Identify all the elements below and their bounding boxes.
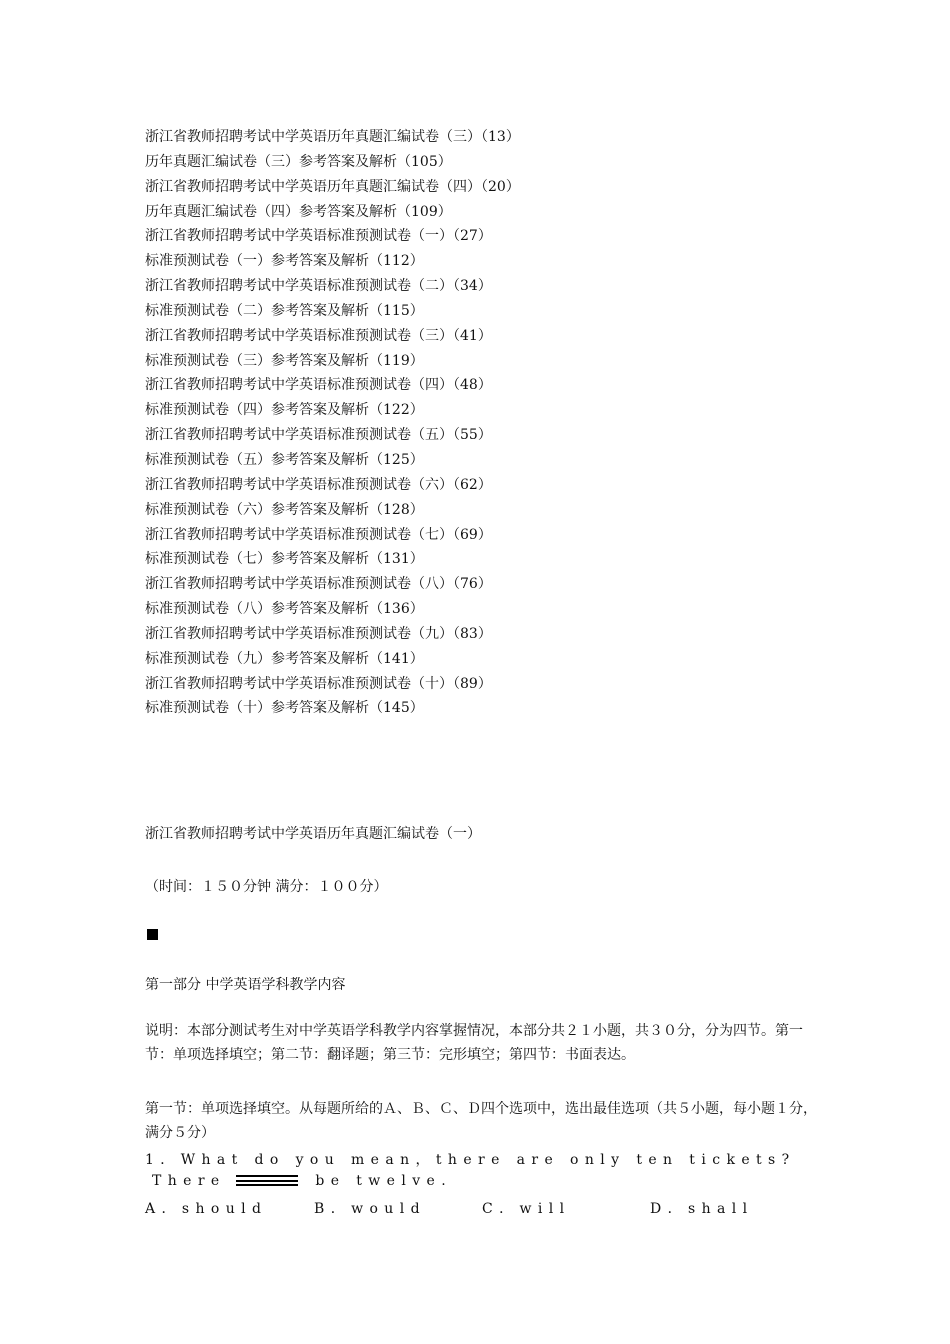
part-title: 第一部分 中学英语学科教学内容 (145, 977, 346, 993)
option-b: B．would (314, 1201, 426, 1217)
toc-entry: 浙江省教师招聘考试中学英语标准预测试卷（一）（27） (145, 228, 492, 245)
question-1-stem: 1．What do you mean，there are only ten tickets? (145, 1152, 796, 1168)
option-a: A．should (145, 1201, 268, 1217)
table-of-contents (145, 125, 520, 721)
instructions-paragraph: 说明：本部分测试考生对中学英语学科教学内容掌握情况，本部分共２１小题，共３０分，分为四节。第一节：单项选择填空；第二节：翻译题；第三节：完形填空；第四节：书面表达。 (145, 1023, 803, 1063)
exam-title: 浙江省教师招聘考试中学英语历年真题汇编试卷（一） (145, 826, 481, 842)
question-1-line-2 (152, 1173, 452, 1189)
toc-entry: 浙江省教师招聘考试中学英语标准预测试卷（九）（83） (145, 625, 492, 642)
toc-entry: 浙江省教师招聘考试中学英语标准预测试卷（七）（69） (145, 526, 492, 543)
toc-entry: 标准预测试卷（二）参考答案及解析（115） (145, 302, 424, 319)
section-heading: 第一节：单项选择填空。从每题所给的Ａ、Ｂ、Ｃ、Ｄ四个选项中，选出最佳选项（共５小题，每小题１分，满分５分） (145, 1101, 817, 1141)
black-square-icon (147, 929, 158, 940)
toc-entry: 浙江省教师招聘考试中学英语标准预测试卷（二）（34） (145, 278, 492, 295)
toc-entry: 标准预测试卷（三）参考答案及解析（119） (145, 352, 424, 369)
toc-entry: 标准预测试卷（十）参考答案及解析（145） (145, 700, 424, 717)
toc-entry: 历年真题汇编试卷（三）参考答案及解析（105） (145, 153, 452, 170)
toc-entry: 浙江省教师招聘考试中学英语历年真题汇编试卷（三）（13） (145, 129, 520, 145)
toc-entry: 浙江省教师招聘考试中学英语标准预测试卷（八）（76） (145, 576, 492, 593)
option-c: C．will (482, 1201, 571, 1217)
toc-entry: 标准预测试卷（七）参考答案及解析（131） (145, 551, 424, 568)
toc-entry: 标准预测试卷（五）参考答案及解析（125） (145, 451, 424, 468)
toc-entry: 历年真题汇编试卷（四）参考答案及解析（109） (145, 203, 452, 220)
question-1-prefix: There (152, 1173, 226, 1189)
toc-entry: 标准预测试卷（八）参考答案及解析（136） (145, 601, 424, 618)
toc-entry: 标准预测试卷（一）参考答案及解析（112） (145, 253, 424, 270)
toc-entry: 浙江省教师招聘考试中学英语标准预测试卷（六）（62） (145, 476, 492, 493)
toc-entry: 浙江省教师招聘考试中学英语标准预测试卷（五）（55） (145, 427, 492, 444)
toc-entry: 浙江省教师招聘考试中学英语标准预测试卷（十）（89） (145, 675, 492, 692)
answer-blank (236, 1174, 298, 1186)
toc-entry: 浙江省教师招聘考试中学英语标准预测试卷（四）（48） (145, 377, 492, 394)
exam-time-info: （时间：１５０分钟 满分：１００分） (145, 879, 388, 895)
toc-entry: 浙江省教师招聘考试中学英语标准预测试卷（三）（41） (145, 327, 492, 344)
toc-entry: 标准预测试卷（九）参考答案及解析（141） (145, 650, 424, 667)
toc-entry: 标准预测试卷（六）参考答案及解析（128） (145, 501, 424, 518)
toc-entry: 标准预测试卷（四）参考答案及解析（122） (145, 402, 424, 419)
question-1-suffix: be twelve. (315, 1173, 453, 1189)
option-d: D．shall (650, 1201, 754, 1217)
toc-entry: 浙江省教师招聘考试中学英语历年真题汇编试卷（四）（20） (145, 178, 520, 195)
